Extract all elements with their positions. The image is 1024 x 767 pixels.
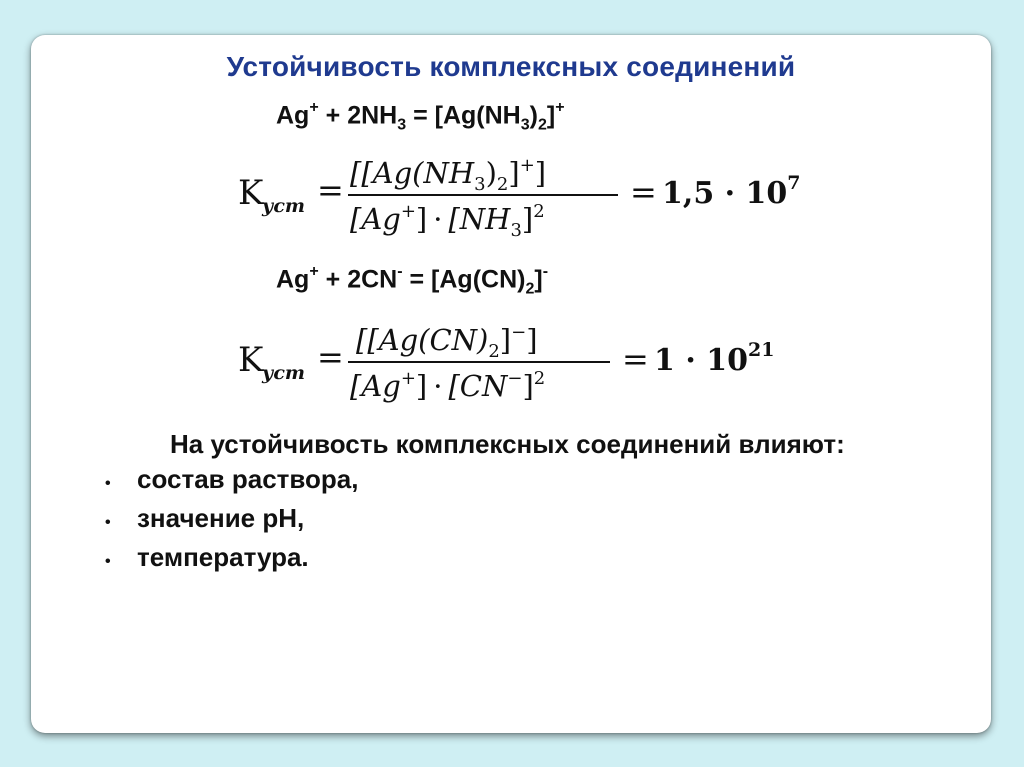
den-b-charge: −	[507, 368, 523, 389]
product-charge: +	[555, 99, 565, 116]
den-dot: ·	[433, 369, 443, 403]
formula-lhs: K	[238, 173, 264, 213]
plus-sign: +	[325, 101, 341, 130]
bullet: •	[105, 514, 111, 531]
formula-denominator	[350, 201, 545, 241]
formula-numerator	[356, 322, 538, 362]
den-b-subscript: 3	[510, 220, 522, 241]
formula-lhs-subscript: уст	[262, 362, 306, 384]
formula-value	[654, 339, 774, 378]
reaction-ammonia	[276, 101, 565, 134]
reactant-ion: Ag	[276, 265, 310, 294]
list-item-text: значение pH,	[137, 503, 305, 533]
plus-sign: +	[325, 265, 341, 294]
influence-section	[103, 427, 863, 579]
influence-intro: На устойчивость комплексных соединений влияют:	[170, 429, 845, 459]
den-a-end: ]	[415, 202, 428, 236]
num-bracket: ]	[508, 156, 520, 190]
formula-equals-2: =	[630, 173, 657, 211]
den-b-end: ]	[521, 202, 534, 236]
formula-value	[662, 172, 801, 211]
num-subscript: 3	[474, 174, 486, 195]
ligand-subscript: 3	[397, 116, 407, 134]
reactant-ion-charge: +	[309, 263, 319, 280]
num-charge: +	[519, 155, 535, 176]
formula-svg	[238, 143, 801, 243]
list-item	[103, 501, 863, 540]
bullet: •	[105, 553, 111, 570]
formula-equals-2: =	[622, 340, 649, 378]
product-bracket: ]	[534, 265, 543, 294]
num-open: [[Ag(CN)	[356, 323, 489, 357]
den-b-end: ]	[522, 369, 534, 403]
product-bracket: ]	[546, 101, 556, 130]
value-mantissa: 1 · 10	[654, 343, 748, 378]
formula-lhs-subscript: уст	[262, 195, 306, 217]
list-item-text: температура.	[137, 542, 309, 572]
ligand-coefficient: 2	[347, 265, 362, 294]
equals-sign: =	[409, 265, 425, 294]
product-open: [Ag(NH	[434, 101, 521, 130]
den-b-power: 2	[533, 368, 546, 389]
list-item	[103, 540, 863, 579]
ligand-coefficient: 2	[347, 101, 362, 130]
product-charge: -	[542, 263, 549, 280]
den-dot: ·	[433, 202, 443, 236]
value-exponent: 7	[787, 172, 801, 194]
den-a: [Ag	[350, 369, 401, 403]
formula-equals: =	[317, 338, 344, 376]
product-count: 2	[537, 116, 547, 134]
stability-constant-formula-cyanide	[238, 310, 798, 415]
product-subscript: 3	[520, 116, 530, 134]
list-item	[103, 462, 863, 501]
product-close: )	[529, 101, 538, 130]
den-b: [CN	[448, 369, 508, 403]
den-b: [NH	[448, 202, 511, 236]
ligand: CN	[361, 265, 398, 294]
ligand-charge: -	[397, 263, 403, 280]
num-count: 2	[496, 174, 509, 195]
formula-lhs: K	[238, 340, 264, 380]
stability-constant-formula-ammonia	[238, 143, 801, 248]
num-close: )	[485, 156, 497, 190]
num-open: [[Ag(NH	[350, 156, 475, 190]
num-count: 2	[488, 341, 500, 362]
den-a: [Ag	[350, 202, 401, 236]
influence-list	[103, 462, 863, 579]
reactant-ion-charge: +	[309, 99, 319, 116]
bullet: •	[105, 475, 111, 492]
slide-title: Устойчивость комплексных соединений	[226, 51, 796, 82]
num-charge: −	[511, 322, 527, 343]
ligand: NH	[361, 101, 398, 130]
product-open: [Ag(CN)	[431, 265, 526, 294]
den-a-end: ]	[415, 369, 428, 403]
formula-denominator	[350, 368, 545, 403]
list-item-text: состав раствора,	[137, 464, 359, 494]
den-a-charge: +	[400, 368, 416, 389]
reactant-ion: Ag	[276, 101, 310, 130]
formula-numerator	[350, 155, 546, 195]
formula-equals: =	[317, 171, 344, 209]
slide	[31, 35, 991, 733]
formula-svg	[238, 310, 798, 410]
num-bracket: ]	[499, 323, 512, 357]
value-mantissa: 1,5 · 10	[662, 176, 788, 211]
num-end: ]	[534, 156, 547, 190]
den-b-power: 2	[533, 201, 545, 222]
equals-sign: =	[413, 101, 428, 130]
den-a-charge: +	[400, 201, 416, 222]
value-exponent: 21	[747, 339, 775, 361]
reaction-cyanide	[276, 265, 548, 298]
num-end: ]	[526, 323, 538, 357]
product-count: 2	[525, 280, 535, 298]
